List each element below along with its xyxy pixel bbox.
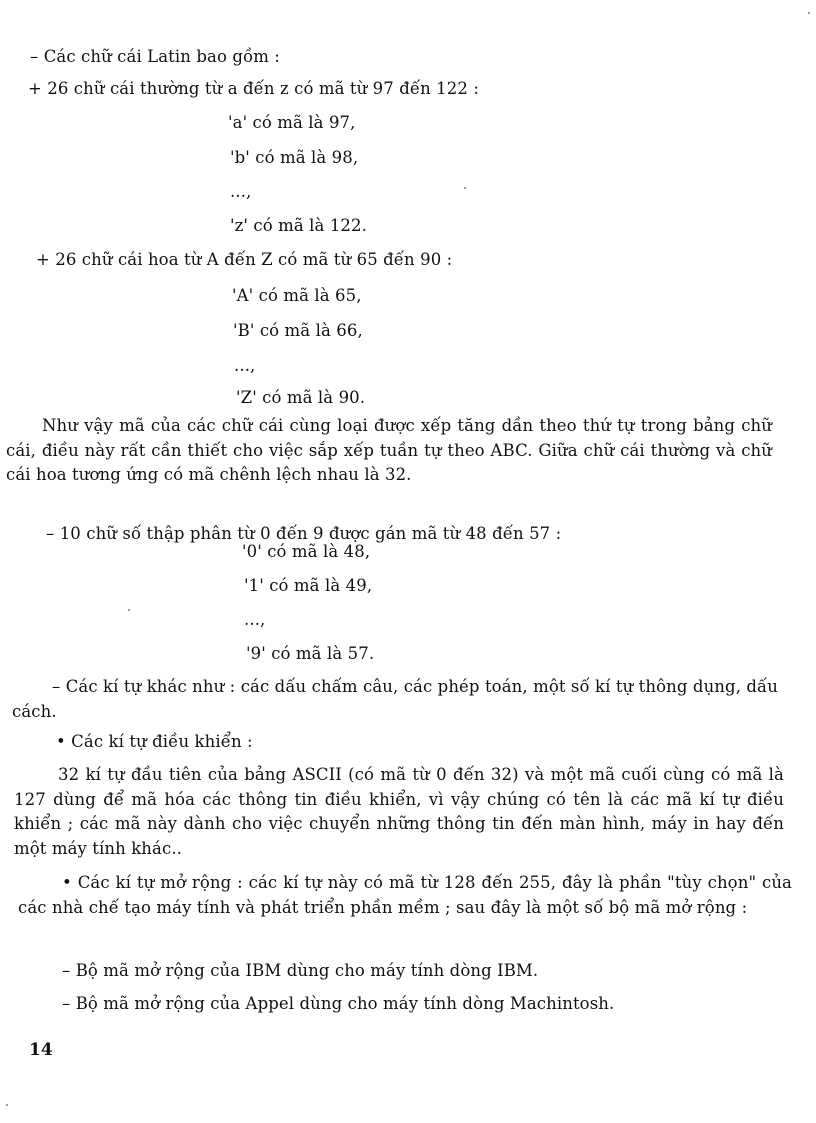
control-chars-heading: • Các kí tự điều khiển : <box>56 732 253 751</box>
lowercase-ellipsis: ..., <box>230 182 252 201</box>
lowercase-item: 'b' có mã là 98, <box>230 148 359 167</box>
scan-speck <box>128 609 130 611</box>
latin-heading: – Các chữ cái Latin bao gồm : <box>30 47 280 66</box>
control-chars-paragraph: 32 kí tự đầu tiên của bảng ASCII (có mã từ 0 đến 32) và một mã cuối cùng có mã là 127 dùng để mã hóa các thông tin điều khiển, vì vậy chúng có tên là các mã kí tự điều khiển ; các mã này dành cho việc chuyển những thông tin đến màn hình, máy in hay đến một máy tính khác.. <box>14 765 784 858</box>
ibm-extended-line: – Bộ mã mở rộng của IBM dùng cho máy tính dòng IBM. <box>62 961 539 980</box>
lowercase-intro: + 26 chữ cái thường từ a đến z có mã từ 97 đến 122 : <box>28 79 479 98</box>
uppercase-intro: + 26 chữ cái hoa từ A đến Z có mã từ 65 đến 90 : <box>36 250 453 269</box>
scan-speck <box>464 187 466 189</box>
digit-item: '1' có mã là 49, <box>244 576 373 595</box>
page-number: 14 <box>29 1040 53 1060</box>
extended-chars-paragraph: • Các kí tự mở rộng : các kí tự này có mã từ 128 đến 255, đây là phần "tùy chọn" của các nhà chế tạo máy tính và phát triển phần mềm ; sau đây là một số bộ mã mở rộng : <box>18 873 792 917</box>
digits-intro: – 10 chữ số thập phân từ 0 đến 9 được gán mã từ 48 đến 57 : <box>46 524 562 543</box>
apple-extended-line: – Bộ mã mở rộng của Appel dùng cho máy tính dòng Machintosh. <box>62 994 615 1013</box>
uppercase-item: 'A' có mã là 65, <box>232 286 362 305</box>
order-paragraph: Như vậy mã của các chữ cái cùng loại được xếp tăng dần theo thứ tự trong bảng chữ cái, điều này rất cần thiết cho việc sắp xếp tuần tự theo ABC. Giữa chữ cái thường và chữ cái hoa tương ứng có mã chênh lệch nhau là 32. <box>6 416 772 484</box>
digit-item: '9' có mã là 57. <box>246 644 375 663</box>
other-chars-paragraph: – Các kí tự khác như : các dấu chấm câu, các phép toán, một số kí tự thông dụng, dấu cách. <box>12 677 778 721</box>
scan-speck <box>6 1104 8 1106</box>
uppercase-ellipsis: ..., <box>234 356 256 375</box>
digit-ellipsis: ..., <box>244 610 266 629</box>
scan-speck <box>808 12 810 14</box>
lowercase-item: 'z' có mã là 122. <box>230 216 367 235</box>
lowercase-item: 'a' có mã là 97, <box>228 113 356 132</box>
uppercase-item: 'B' có mã là 66, <box>233 321 363 340</box>
uppercase-item: 'Z' có mã là 90. <box>236 388 366 407</box>
digit-item: '0' có mã là 48, <box>242 542 371 561</box>
